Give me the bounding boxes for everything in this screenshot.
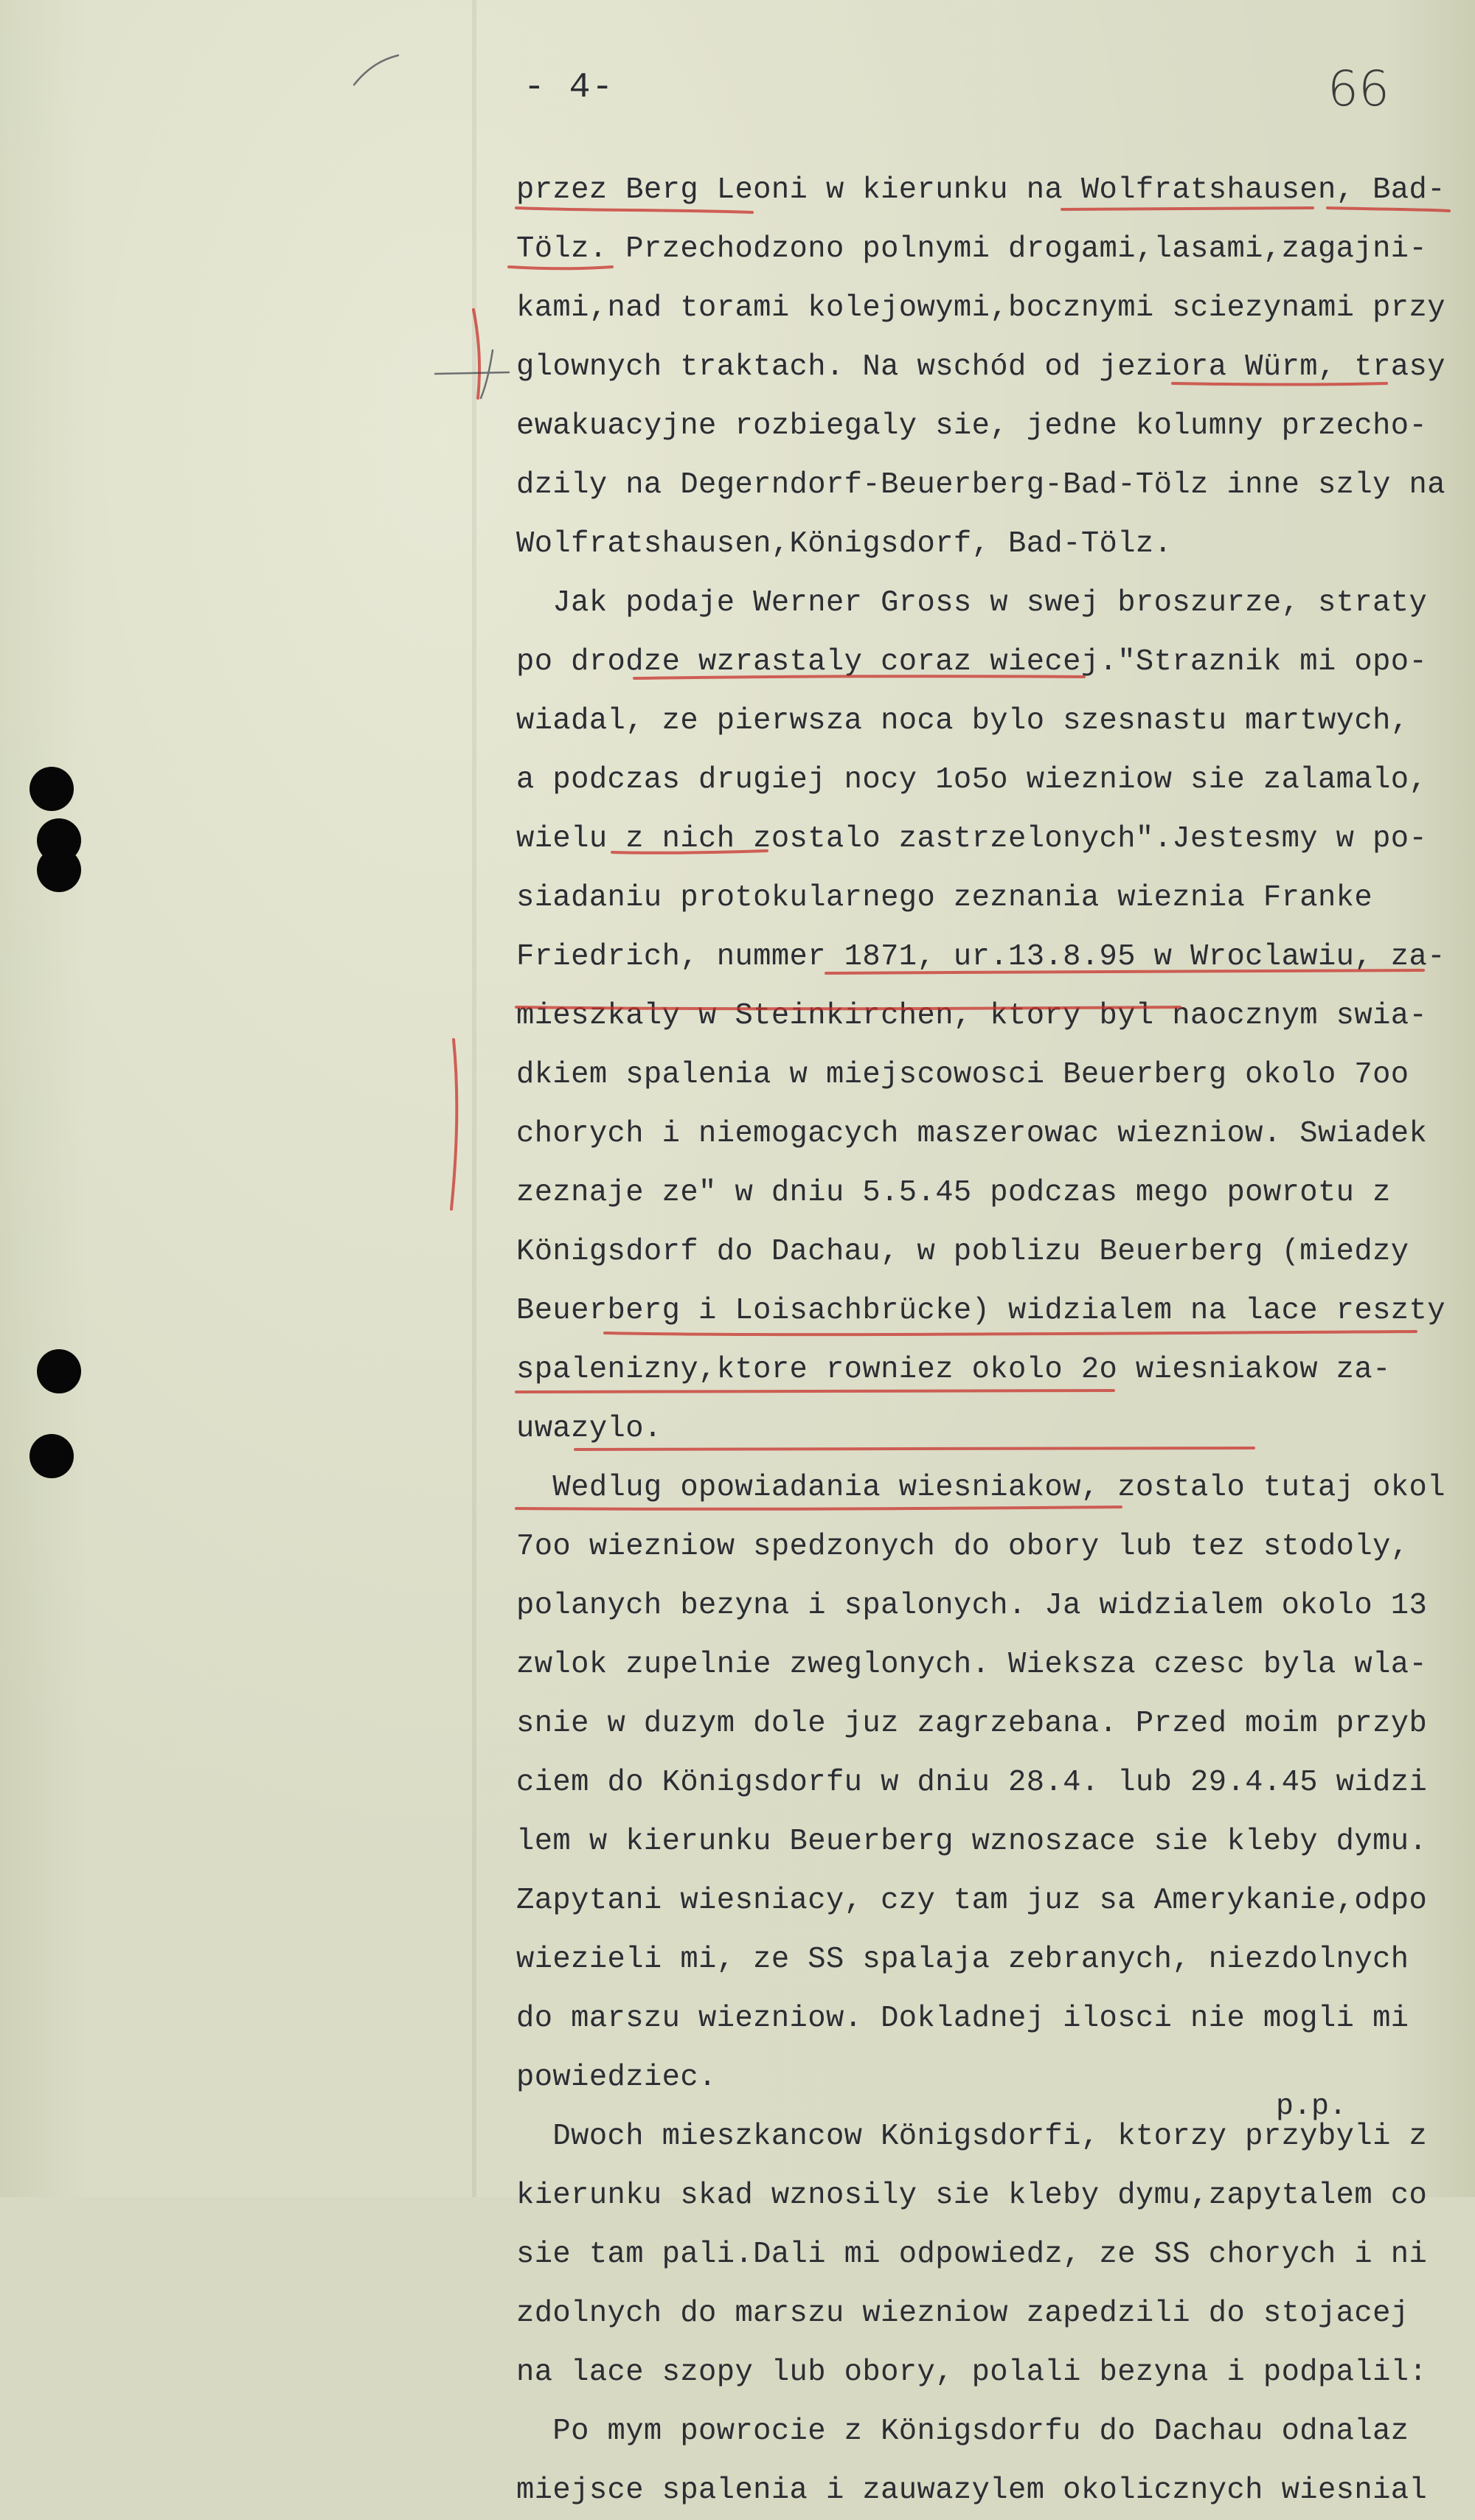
text-line: Jak podaje Werner Gross w swej broszurze, straty: [516, 586, 1428, 620]
red-margin-bracket: [451, 1040, 457, 1209]
text-line: siadaniu protokularnego zeznania wieznia Franke: [516, 881, 1373, 915]
text-line: Po mym powrocie z Königsdorfu do Dachau odnalaz: [516, 2415, 1409, 2448]
text-line: Königsdorf do Dachau, w poblizu Beuerberg (miedzy: [516, 1235, 1409, 1269]
pencil-margin-cross: [481, 350, 493, 398]
text-line: polanych bezyna i spalonych. Ja widzialem okolo 13: [516, 1589, 1428, 1623]
text-line: zwlok zupelnie zweglonych. Wieksza czesc byla wla-: [516, 1648, 1428, 1682]
punch-hole: [37, 1349, 81, 1393]
typewritten-body: [516, 161, 1453, 2520]
text-line: lem w kierunku Beuerberg wznoszace sie kleby dymu.: [516, 1825, 1428, 1859]
text-line: zeznaje ze" w dniu 5.5.45 podczas mego powrotu z: [516, 1176, 1391, 1210]
text-line: ewakuacyjne rozbiegaly sie, jedne kolumny przecho-: [516, 409, 1428, 443]
text-line: a podczas drugiej nocy 1o5o wiezniow sie zalamalo,: [516, 763, 1428, 797]
handwritten-page-number: 66: [1328, 60, 1389, 117]
text-line: Tölz. Przechodzono polnymi drogami,lasami,zagajni-: [516, 232, 1428, 266]
punch-hole: [30, 767, 74, 811]
text-line: spalenizny,ktore rowniez okolo 2o wiesniakow za-: [516, 1353, 1391, 1387]
text-line: Beuerberg i Loisachbrücke) widzialem na lace reszty: [516, 1294, 1446, 1328]
text-line: kierunku skad wznosily sie kleby dymu,zapytalem co: [516, 2179, 1428, 2213]
text-line: dkiem spalenia w miejscowosci Beuerberg okolo 7oo: [516, 1058, 1409, 1092]
text-line: miejsce spalenia i zauwazylem okolicznych wiesnial: [516, 2474, 1428, 2507]
page-marker: - 4-: [524, 68, 615, 108]
text-line: kami,nad torami kolejowymi,bocznymi sciezynami przy: [516, 291, 1446, 325]
text-line: mieszkaly w Steinkirchen, ktory byl naocznym swia-: [516, 999, 1428, 1033]
text-line: po drodze wzrastaly coraz wiecej."Straznik mi opo-: [516, 645, 1428, 679]
continuation-mark: p.p.: [1276, 2090, 1347, 2123]
text-line: wielu z nich zostalo zastrzelonych".Jestesmy w po-: [516, 822, 1428, 856]
text-line: na lace szopy lub obory, polali bezyna i podpalil:: [516, 2356, 1428, 2390]
text-line: snie w duzym dole juz zagrzebana. Przed moim przyb: [516, 1707, 1428, 1741]
text-line: wiezieli mi, ze SS spalaja zebranych, niezdolnych: [516, 1943, 1409, 1977]
punch-hole: [30, 1434, 74, 1478]
text-line: wiadal, ze pierwsza noca bylo szesnastu martwych,: [516, 704, 1409, 738]
text-line: przez Berg Leoni w kierunku na Wolfratshausen, Bad-: [516, 173, 1446, 207]
text-line: Wedlug opowiadania wiesniakow, zostalo tutaj okol: [516, 1471, 1446, 1505]
text-line: zdolnych do marszu wiezniow zapedzili do stojacej: [516, 2297, 1409, 2331]
text-line: dzily na Degerndorf-Beuerberg-Bad-Tölz inne szly na: [516, 468, 1446, 502]
text-line: powiedziec.: [516, 2061, 717, 2095]
punch-hole: [37, 848, 81, 892]
text-line: Dwoch mieszkancow Königsdorfi, ktorzy przybyli z: [516, 2120, 1428, 2154]
text-line: Wolfratshausen,Königsdorf, Bad-Tölz.: [516, 527, 1173, 561]
text-line: Zapytani wiesniacy, czy tam juz sa Amerykanie,odpo: [516, 1884, 1428, 1918]
text-line: Friedrich, nummer 1871, ur.13.8.95 w Wroclawiu, za-: [516, 940, 1446, 974]
text-line: chorych i niemogacych maszerowac wiezniow. Swiadek: [516, 1117, 1428, 1151]
text-line: 7oo wiezniow spedzonych do obory lub tez stodoly,: [516, 1530, 1409, 1564]
text-line: ciem do Königsdorfu w dniu 28.4. lub 29.4.45 widzi: [516, 1766, 1428, 1800]
text-line: uwazylo.: [516, 1412, 662, 1446]
paper-fold-shadow: [472, 0, 476, 2197]
text-line: glownych traktach. Na wschód od jeziora Würm, trasy: [516, 350, 1446, 384]
pencil-corner-stroke: [354, 55, 398, 85]
text-line: do marszu wiezniow. Dokladnej ilosci nie mogli mi: [516, 2002, 1409, 2036]
text-line: sie tam pali.Dali mi odpowiedz, ze SS chorych i ni: [516, 2238, 1428, 2272]
